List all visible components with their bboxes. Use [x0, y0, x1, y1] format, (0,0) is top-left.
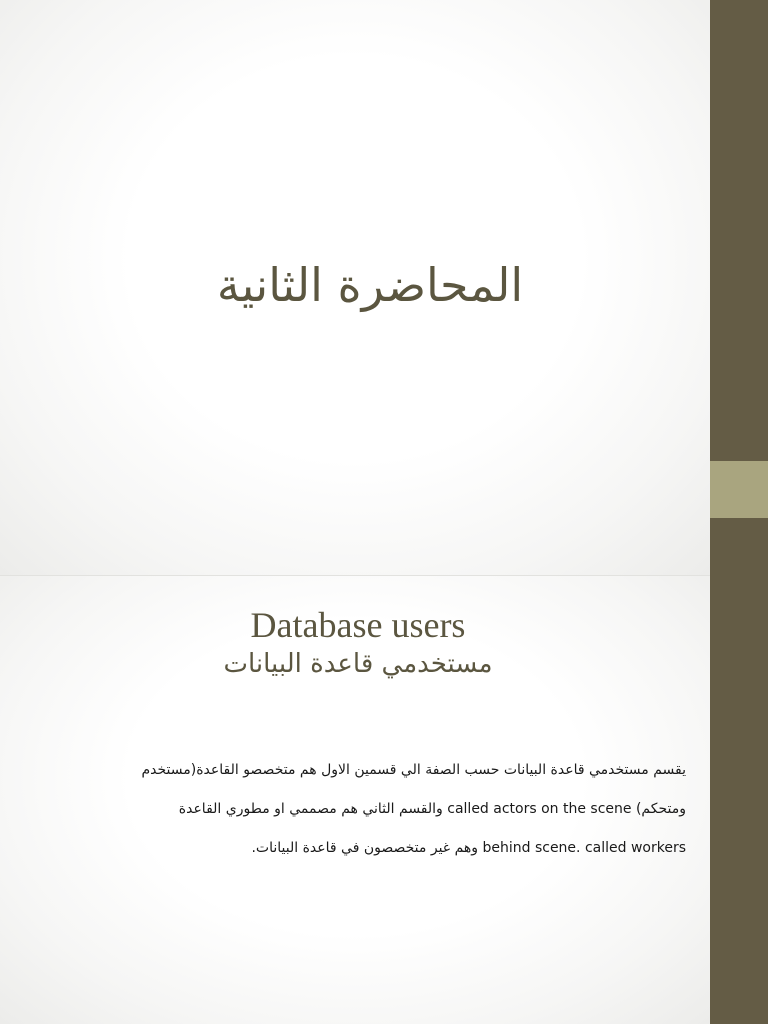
slide-2-title-english: Database users	[250, 605, 466, 645]
side-decoration-accent	[710, 461, 768, 518]
body-line-1: يقسم مستخدمي قاعدة البيانات حسب الصفة الي قسمين الاول هم متخصصو القاعدة(مستخدم	[141, 762, 686, 778]
slide-2-title-arabic: مستخدمي قاعدة البيانات	[223, 649, 493, 679]
slide-2	[0, 576, 710, 1024]
slide-2-body	[78, 758, 686, 875]
body-line-3: behind scene. called workers وهم غير متخصصون في قاعدة البيانات.	[251, 840, 686, 856]
body-line-2: ومتحكم) called actors on the scene والقسم الثاني هم مصممي او مطوري القاعدة	[178, 801, 686, 817]
slide-1-title: المحاضرة الثانية	[216, 258, 524, 312]
